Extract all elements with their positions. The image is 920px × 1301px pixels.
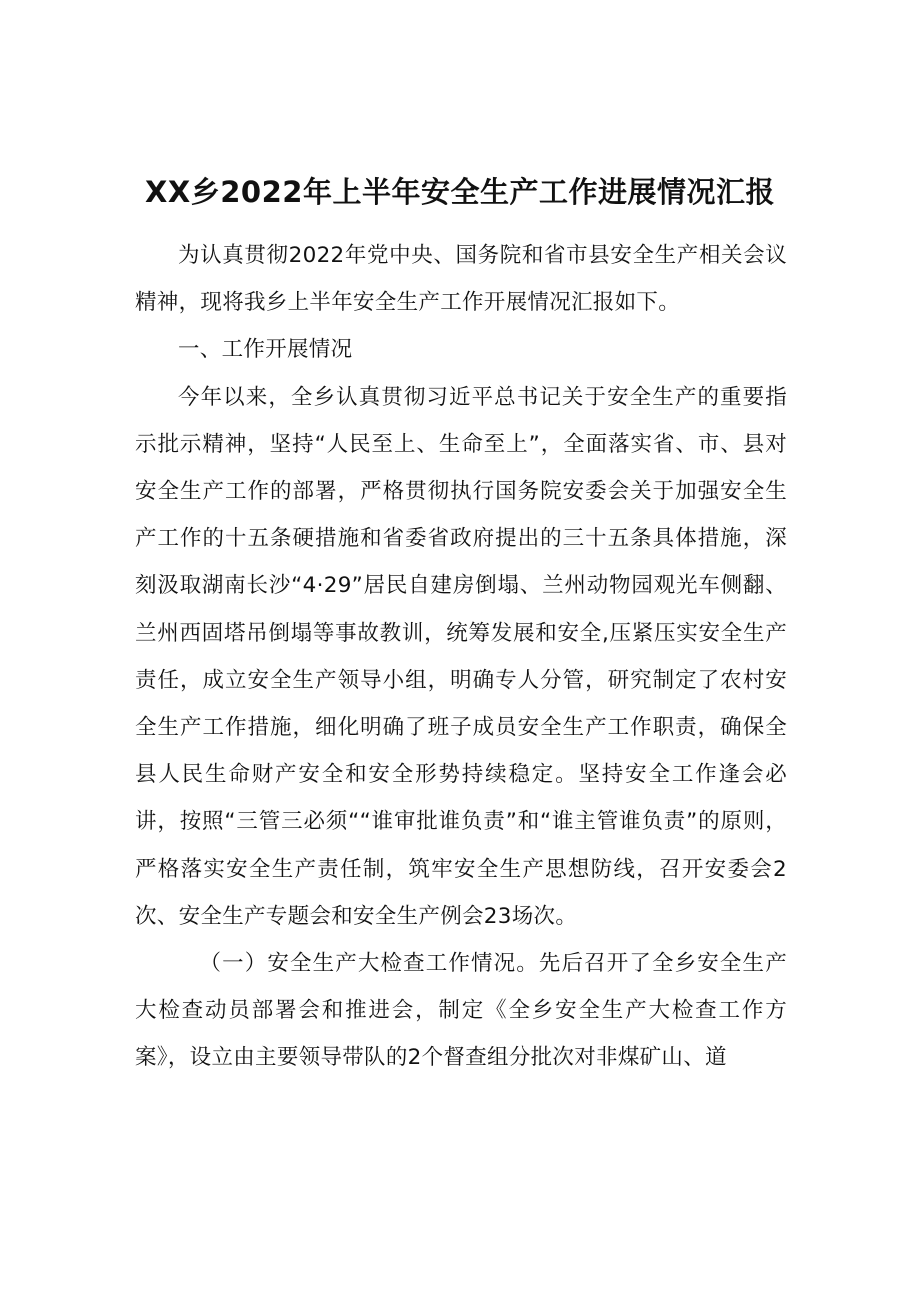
document-title: XX乡2022年上半年安全生产工作进展情况汇报 — [145, 175, 775, 209]
document-body — [135, 232, 787, 1082]
body-paragraph: 今年以来，全乡认真贯彻习近平总书记关于安全生产的重要指示批示精神，坚持“人民至上、生命至上”，全面落实省、市、县对安全生产工作的部署，严格贯彻执行国务院安委会关于加强安全生产工作的十五条硬措施和省委省政府提出的三十五条具体措施，深刻汲取湖南长沙“4·29”居民自建房倒塌、兰州动物园观光车侧翻、兰州西固塔吊倒塌等事故教训，统筹发展和安全,压紧压实安全生产责任，成立安全生产领导小组，明确专人分管，研究制定了农村安全生产工作措施，细化明确了班子成员安全生产工作职责，确保全县人民生命财产安全和安全形势持续稳定。坚持安全工作逢会必讲，按照“三管三必须““谁审批谁负责”和“谁主管谁负责”的原则，严格落实安全生产责任制，筑牢安全生产思想防线，召开安委会2次、安全生产专题会和安全生产例会23场次。 — [135, 384, 787, 929]
intro-paragraph: 为认真贯彻2022年党中央、国务院和省市县安全生产相关会议精神，现将我乡上半年安全生产工作开展情况汇报如下。 — [135, 243, 787, 316]
subsection-paragraph: （一）安全生产大检查工作情况。先后召开了全乡安全生产大检查动员部署会和推进会，制定《全乡安全生产大检查工作方案》，设立由主要领导带队的2个督查组分批次对非煤矿山、道 — [135, 951, 787, 1071]
section-heading: 一、工作开展情况 — [178, 337, 353, 363]
